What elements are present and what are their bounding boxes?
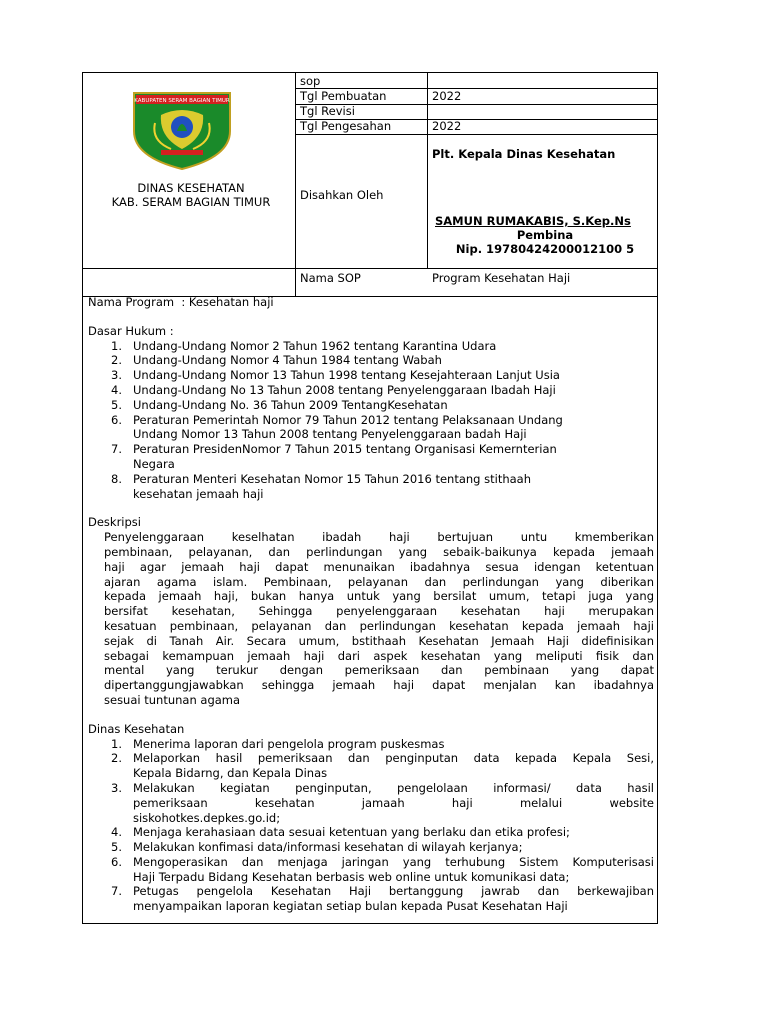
list-item-text: Undang Nomor 13 Tahun 2008 tentang Penyelenggaraan badah Haji (133, 427, 527, 442)
list-item (88, 781, 654, 825)
list-number: 2. (111, 751, 122, 766)
list-item (88, 855, 654, 885)
row-created-value: 2022 (432, 89, 462, 103)
deskripsi-line: haji agar jemaah haji dapat menunaikan ibadahnya sesua idengan ketentuan (104, 559, 654, 574)
deskripsi-line: mental yang terukur dengan pemeriksaan dan pembinaan yang dapat (104, 663, 654, 678)
list-item (88, 825, 654, 840)
list-item-text: Peraturan Pemerintah Nomor 79 Tahun 2012 tentang Pelaksanaan Undang (133, 412, 563, 427)
list-item (88, 398, 654, 413)
deskripsi-line: sebagai kemampuan jemaah haji dari aspek kesehatan yang meliputi fisik dan (104, 648, 654, 663)
deskripsi-line: ajaran agama islam. Pembinaan, pelayanan dan perlindungan yang diberikan (104, 574, 654, 589)
list-number: 3. (111, 780, 122, 795)
row-revision-label: Tgl Revisi (300, 104, 355, 118)
list-item-text: Peraturan PresidenNomor 7 Tahun 2015 tentang Organisasi Kemernterian (133, 442, 557, 457)
list-item-text: Peraturan Menteri Kesehatan Nomor 15 Tahun 2016 tentang stithaah (133, 471, 531, 486)
list-item-text: Undang-Undang Nomor 2 Tahun 1962 tentang Karantina Udara (133, 338, 497, 353)
list-number: 7. (111, 884, 122, 899)
deskripsi-line: dipertanggungjawabkan sehingga jemaah haji dapat menjalan kan ibadahnya (104, 678, 654, 693)
regency-logo (131, 87, 233, 171)
deskripsi-line: Penyelenggaraan keselhatan ibadah haji bertujuan untu kmemberikan (104, 530, 654, 545)
list-item-text: siskohotkes.depkes.go.id; (133, 810, 281, 825)
list-item-text: kesehatan jemaah haji (133, 486, 264, 501)
document-body (88, 297, 654, 914)
list-number: 2. (111, 353, 122, 368)
list-number: 6. (111, 854, 122, 869)
row-approval-date-value: 2022 (432, 119, 462, 133)
list-item-text: Menjaga kerahasiaan data sesuai ketentuan yang berlaku dan etika profesi; (133, 825, 570, 840)
deskripsi-line: sejak di Tanah Air. Secara umum, bstithaah Kesehatan Jemaah Haji didefinisikan (104, 633, 654, 648)
list-item (88, 737, 654, 752)
list-item (88, 353, 654, 368)
list-number: 5. (111, 840, 122, 855)
list-number: 4. (111, 825, 122, 840)
deskripsi-title: Deskripsi (88, 515, 141, 530)
list-number: 5. (111, 397, 122, 412)
row-created-label: Tgl Pembuatan (300, 89, 387, 103)
deskripsi-line: bersifat kesehatan, Sehingga penyelenggaraan kesehatan haji merupakan (104, 604, 654, 619)
list-number: 3. (111, 368, 122, 383)
list-item (88, 383, 654, 398)
sop-document (82, 72, 658, 924)
list-number: 1. (111, 338, 122, 353)
list-item (88, 442, 654, 472)
list-item-text: Melakukan kegiatan penginputan, pengelolaan informasi/ data hasil (133, 780, 654, 795)
approver-title: Plt. Kepala Dinas Kesehatan (432, 147, 616, 161)
approval-label: Disahkan Oleh (300, 188, 384, 202)
dinas-tasks-list (88, 737, 654, 915)
dasar-hukum-list (88, 339, 654, 502)
deskripsi-text (88, 530, 654, 708)
agency-region: KAB. SERAM BAGIAN TIMUR (111, 195, 271, 209)
list-item-text: Undang-Undang Nomor 4 Tahun 1984 tentang Wabah (133, 353, 442, 368)
list-item (88, 472, 654, 502)
header-table (83, 73, 657, 297)
approver-rank: Pembina (516, 228, 574, 242)
list-item-text: menyampaikan laporan kegiatan setiap bulan kepada Pusat Kesehatan Haji (133, 899, 568, 914)
row-approval-date-label: Tgl Pengesahan (300, 119, 392, 133)
deskripsi-line: kepada jemaah haji, bukan hanya untuk yang bersilat umum, tetapi juga yang (104, 589, 654, 604)
list-item (88, 840, 654, 855)
list-item-text: pemeriksaan kesehatan jamaah haji melalui website (133, 795, 654, 810)
list-number: 4. (111, 382, 122, 397)
list-item-text: Haji Terpadu Bidang Kesehatan berbasis web online untuk komunikasi data; (133, 869, 570, 884)
list-number: 6. (111, 412, 122, 427)
deskripsi-line: kesatuan pembinaan, pelayanan dan perlindungan kesehatan kepada jemaah haji (104, 618, 654, 633)
list-item-text: Negara (133, 456, 175, 471)
list-item-text: Menerima laporan dari pengelola program puskesmas (133, 736, 445, 751)
list-item-text: Petugas pengelola Kesehatan Haji bertanggung jawrab dan berkewajiban (133, 884, 654, 899)
list-item-text: Melakukan konfimasi data/informasi kesehatan di wilayah kerjanya; (133, 840, 523, 855)
program-label: Nama Program (88, 295, 175, 309)
sop-name-label: Nama SOP (300, 271, 361, 285)
program-value: : Kesehatan haji (181, 295, 274, 309)
list-item-text: Melaporkan hasil pemeriksaan dan penginputan data kepada Kepala Sesi, (133, 751, 654, 766)
sop-name-value: Program Kesehatan Haji (432, 271, 571, 285)
list-item (88, 751, 654, 781)
list-item-text: Undang-Undang No 13 Tahun 2008 tentang Penyelenggaraan Ibadah Haji (133, 382, 556, 397)
deskripsi-line: pembinaan, pelayanan, dan perlindungan yang sebaik-baikunya kepada jemaah (104, 544, 654, 559)
approver-nip: Nip. 19780424200012100 5 (455, 242, 635, 256)
list-item (88, 368, 654, 383)
agency-name: DINAS KESEHATAN (137, 181, 245, 195)
dinas-title: Dinas Kesehatan (88, 721, 185, 736)
row-sop-label: sop (300, 74, 321, 88)
logo-text: KABUPATEN SERAM BAGIAN TIMUR (134, 98, 230, 104)
list-item-text: Mengoperasikan dan menjaga jaringan yang terhubung Sistem Komputerisasi (133, 854, 654, 869)
list-item (88, 884, 654, 914)
list-item (88, 413, 654, 443)
list-item-text: Kepala Bidarng, dan Kepala Dinas (133, 766, 328, 781)
list-number: 7. (111, 442, 122, 457)
dasar-hukum-title: Dasar Hukum : (88, 323, 174, 338)
list-item-text: Undang-Undang Nomor 13 Tahun 1998 tentang Kesejahteraan Lanjut Usia (133, 368, 560, 383)
list-number: 1. (111, 736, 122, 751)
list-item-text: Undang-Undang No. 36 Tahun 2009 TentangKesehatan (133, 397, 448, 412)
list-number: 8. (111, 471, 122, 486)
program-line (88, 295, 654, 310)
approver-name: SAMUN RUMAKABIS, S.Kep.Ns (435, 214, 631, 228)
list-item (88, 339, 654, 354)
deskripsi-line: sesuai tuntunan agama (104, 692, 241, 707)
